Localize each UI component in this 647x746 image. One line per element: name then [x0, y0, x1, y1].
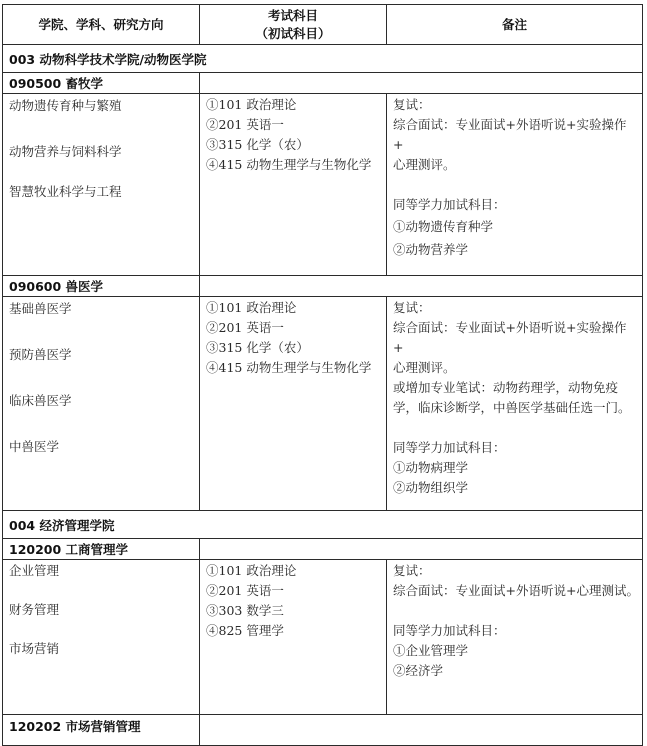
extra-subject-item: ①企业管理学: [393, 643, 469, 658]
subjects-cell: [200, 560, 387, 715]
major-title: 120202 市场营销管理: [9, 719, 141, 734]
header-college-discipline-direction: 学院、学科、研究方向: [3, 5, 200, 45]
extra-subject-item: ②经济学: [393, 663, 444, 678]
retest-text: 心理测评。: [393, 157, 456, 172]
major-title-cell: [3, 715, 200, 746]
major-content-row: [3, 297, 643, 511]
major-title-blank: [200, 715, 643, 746]
subject-item: ④825 管理学: [206, 623, 284, 638]
subject-item: ④415 动物生理学与生物化学: [206, 157, 372, 172]
remarks-cell: [387, 94, 643, 276]
direction-item: 中兽医学: [9, 439, 60, 454]
major-title-blank: [200, 276, 643, 297]
header-remarks: 备注: [387, 5, 643, 45]
retest-text: 心理测评。: [393, 360, 456, 375]
college-row: [3, 511, 643, 539]
major-row: [3, 73, 643, 94]
major-title: 090500 畜牧学: [3, 73, 200, 94]
college-row: [3, 45, 643, 73]
extra-subject-item: ②动物营养学: [393, 242, 469, 257]
admissions-table: [2, 4, 643, 746]
major-title-blank: [200, 539, 643, 560]
subjects-cell: [200, 94, 387, 276]
direction-item: 预防兽医学: [9, 347, 72, 362]
direction-item: 基础兽医学: [9, 301, 72, 316]
subject-item: ④415 动物生理学与生物化学: [206, 360, 372, 375]
subject-item: ①101 政治理论: [206, 563, 297, 578]
subject-item: ①101 政治理论: [206, 97, 297, 112]
direction-cell: [3, 560, 200, 715]
remarks-cell: [387, 297, 643, 511]
direction-item: 市场营销: [9, 641, 60, 656]
major-title: 120200 工商管理学: [3, 539, 200, 560]
remarks-cell: [387, 560, 643, 715]
direction-item: 动物营养与饲料科学: [9, 144, 122, 159]
direction-item: 财务管理: [9, 602, 60, 617]
subject-item: ①101 政治理论: [206, 300, 297, 315]
subjects-cell: [200, 297, 387, 511]
subject-item: ②201 英语一: [206, 583, 284, 598]
direction-item: 企业管理: [9, 563, 60, 578]
retest-text: 综合面试：专业面试+外语听说+实验操作+: [393, 117, 627, 152]
table-header-row: [3, 5, 643, 45]
header-exam-subjects-line2: （初试科目）: [255, 25, 331, 41]
direction-item: 临床兽医学: [9, 393, 72, 408]
direction-cell: [3, 94, 200, 276]
college-title: 003 动物科学技术学院/动物医学院: [3, 45, 643, 73]
direction-item: 动物遗传育种与繁殖: [9, 98, 122, 113]
retest-text: 综合面试：专业面试+外语听说+心理测试。: [393, 583, 639, 598]
retest-text: 或增加专业笔试：动物药理学，动物免疫: [393, 380, 619, 395]
subject-item: ③315 化学（农）: [206, 137, 309, 152]
major-row: [3, 715, 643, 746]
subject-item: ②201 英语一: [206, 117, 284, 132]
major-row: [3, 539, 643, 560]
header-exam-subjects-line1: 考试科目: [267, 7, 318, 23]
major-content-row: [3, 94, 643, 276]
retest-text: 综合面试：专业面试+外语听说+实验操作+: [393, 320, 627, 355]
extra-subject-item: ①动物遗传育种学: [393, 219, 494, 234]
retest-text: 学，临床诊断学，中兽医学基础任选一门。: [393, 400, 631, 415]
retest-label: 复试：: [393, 97, 431, 112]
extra-subject-item: ①动物病理学: [393, 460, 469, 475]
equivalent-extra-label: 同等学力加试科目：: [393, 623, 506, 638]
retest-label: 复试：: [393, 300, 431, 315]
extra-subject-item: ②动物组织学: [393, 480, 469, 495]
major-content-row: [3, 560, 643, 715]
subject-item: ②201 英语一: [206, 320, 284, 335]
equivalent-extra-label: 同等学力加试科目：: [393, 197, 506, 212]
equivalent-extra-label: 同等学力加试科目：: [393, 440, 506, 455]
header-exam-subjects: [200, 5, 387, 45]
retest-label: 复试：: [393, 563, 431, 578]
subject-item: ③303 数学三: [206, 603, 284, 618]
direction-cell: [3, 297, 200, 511]
direction-item: 智慧牧业科学与工程: [9, 184, 122, 199]
major-title-blank: [200, 73, 643, 94]
subject-item: ③315 化学（农）: [206, 340, 309, 355]
major-title: 090600 兽医学: [3, 276, 200, 297]
major-row: [3, 276, 643, 297]
college-title: 004 经济管理学院: [3, 511, 643, 539]
